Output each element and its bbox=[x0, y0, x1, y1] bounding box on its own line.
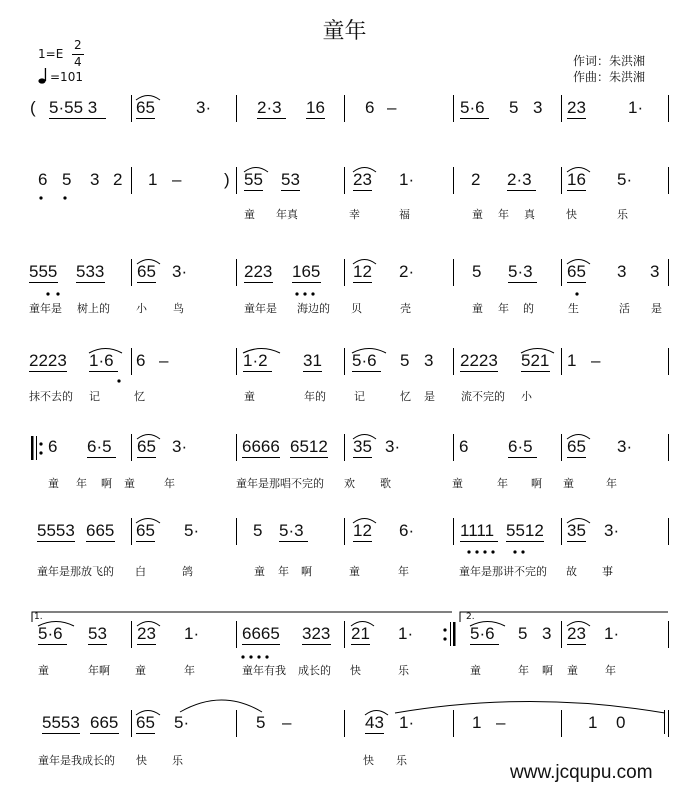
note-group: 65 bbox=[136, 98, 155, 117]
lyric-word: 幸 bbox=[349, 208, 360, 221]
octave-dot bbox=[513, 550, 516, 553]
lyric-word: 快 bbox=[566, 208, 577, 221]
tempo-marking: =101 bbox=[50, 70, 83, 84]
lyric-word: 事 bbox=[602, 565, 613, 578]
octave-dot bbox=[63, 196, 66, 199]
time-signature-top: 2 bbox=[74, 38, 82, 52]
octave-dot bbox=[491, 550, 494, 553]
note-group: 2 bbox=[113, 170, 123, 189]
note-group: 6666 bbox=[242, 437, 280, 456]
lyric-word: 童年有我 bbox=[242, 664, 286, 677]
lyric-word: 鸟 bbox=[173, 302, 184, 315]
lyric-word: 乐 bbox=[398, 664, 409, 677]
note-group: 5 bbox=[472, 262, 482, 281]
note-group: 53 bbox=[88, 624, 107, 643]
note-group: 1· bbox=[184, 624, 200, 643]
lyric-word: 海边的 bbox=[297, 302, 330, 315]
lyric-word: 贝 bbox=[351, 302, 362, 315]
lyric-word: 年 bbox=[278, 565, 289, 578]
note-group: 5·6 bbox=[460, 98, 485, 117]
note-group: 16 bbox=[567, 170, 586, 189]
note-group: 6512 bbox=[290, 437, 328, 456]
note-group: 5·3 bbox=[279, 521, 304, 540]
slur bbox=[353, 260, 376, 265]
note-group: 533 bbox=[76, 262, 105, 281]
lyric-word: 年 bbox=[76, 477, 87, 490]
note-group: 6 bbox=[38, 170, 48, 189]
note-group: 5 bbox=[509, 98, 519, 117]
lyricist: 作词：朱洪湘 bbox=[573, 54, 646, 68]
slur bbox=[136, 96, 160, 101]
note-group: 5 bbox=[62, 170, 72, 189]
note-group: 6 bbox=[136, 351, 146, 370]
lyric-word: 真 bbox=[524, 208, 535, 221]
octave-dot bbox=[257, 655, 260, 658]
note-group: 21 bbox=[351, 624, 370, 643]
note-group: 6· bbox=[399, 521, 415, 540]
note-group: 3 bbox=[424, 351, 434, 370]
lyric-word: 童 bbox=[452, 477, 463, 490]
lyric-word: 快 bbox=[350, 664, 361, 677]
lyric-word: 童 bbox=[244, 208, 255, 221]
note-group: 65 bbox=[136, 713, 155, 732]
note-group: 3 bbox=[617, 262, 627, 281]
note-group: 6 bbox=[48, 437, 58, 456]
lyric-word: 流不完的 bbox=[461, 390, 505, 403]
repeat-end-thick bbox=[453, 622, 456, 646]
slur bbox=[38, 622, 74, 627]
note-group: 5 bbox=[518, 624, 528, 643]
key-signature: 1=E bbox=[38, 47, 64, 61]
lyric-word: 年 bbox=[164, 477, 175, 490]
slur bbox=[136, 519, 160, 524]
slur bbox=[136, 711, 160, 716]
note-group: 5·3 bbox=[508, 262, 533, 281]
lyric-word: 树上的 bbox=[77, 302, 110, 315]
octave-dot bbox=[265, 655, 268, 658]
lyric-word: 鸽 bbox=[182, 565, 193, 578]
lyric-word: 童年是那放飞的 bbox=[37, 565, 114, 578]
note-group: 1· bbox=[399, 170, 415, 189]
lyric-word: 童年是那唱不完的 bbox=[236, 477, 324, 490]
lyric-word: 小 bbox=[136, 302, 147, 315]
note-group: 55 bbox=[244, 170, 263, 189]
lyric-word: 童 bbox=[48, 477, 59, 490]
slur bbox=[567, 519, 590, 524]
note-group: 5512 bbox=[506, 521, 544, 540]
note-group: 5553 bbox=[37, 521, 75, 540]
repeat-dot bbox=[39, 442, 42, 445]
composer: 作曲：朱洪湘 bbox=[573, 70, 646, 84]
note-group: 12 bbox=[353, 262, 372, 281]
lyric-word: 记 bbox=[354, 390, 365, 403]
octave-dot bbox=[249, 655, 252, 658]
note-group: 3 bbox=[533, 98, 543, 117]
lyric-word: 活 bbox=[619, 302, 630, 315]
note-group: 5· bbox=[184, 521, 200, 540]
octave-dot bbox=[117, 379, 120, 382]
note-group: 1 bbox=[588, 713, 598, 732]
note-group: 35 bbox=[567, 521, 586, 540]
note-group: 65 bbox=[567, 262, 586, 281]
note-group: 2·3 bbox=[507, 170, 532, 189]
note-group: 5·6 bbox=[470, 624, 495, 643]
lyric-word: 年 bbox=[606, 477, 617, 490]
lyric-word: 啊 bbox=[101, 477, 112, 490]
lyric-word: 童 bbox=[124, 477, 135, 490]
note-group: 6 bbox=[459, 437, 469, 456]
slur bbox=[567, 435, 590, 440]
tie bbox=[395, 702, 665, 714]
octave-dot bbox=[475, 550, 478, 553]
note-group: 3· bbox=[172, 437, 188, 456]
note-group: 6·5 bbox=[508, 437, 533, 456]
note-group: 35 bbox=[353, 437, 372, 456]
lyric-word: 啊 bbox=[542, 664, 553, 677]
note-group: 5· bbox=[174, 713, 190, 732]
slur bbox=[567, 622, 590, 627]
lyric-word: 福 bbox=[399, 208, 410, 221]
note-group: 5·6 bbox=[352, 351, 377, 370]
octave-dot bbox=[39, 196, 42, 199]
note-group: 5553 bbox=[42, 713, 80, 732]
note-group: 5 bbox=[400, 351, 410, 370]
repeat-start-thin bbox=[36, 436, 37, 460]
lyric-word: 乐 bbox=[396, 754, 407, 767]
note-group: 165 bbox=[292, 262, 321, 281]
repeat-dot bbox=[443, 637, 446, 640]
note-group: 23 bbox=[353, 170, 372, 189]
slur bbox=[567, 168, 590, 173]
note-group: 23 bbox=[567, 98, 586, 117]
lyric-word: 童 bbox=[135, 664, 146, 677]
lyric-word: 童 bbox=[472, 208, 483, 221]
lyric-word: 忆 bbox=[400, 390, 411, 403]
note-group: 6·5 bbox=[87, 437, 112, 456]
lyric-word: 年 bbox=[184, 664, 195, 677]
note-group: 65 bbox=[567, 437, 586, 456]
lyric-word: 是 bbox=[651, 302, 662, 315]
note-group: 3· bbox=[196, 98, 212, 117]
lyric-word: 童 bbox=[567, 664, 578, 677]
lyric-word: 乐 bbox=[172, 754, 183, 767]
note-group: 555 bbox=[29, 262, 58, 281]
note-group: 65 bbox=[136, 521, 155, 540]
note-group: – bbox=[387, 98, 397, 117]
octave-dot bbox=[295, 292, 298, 295]
slur bbox=[353, 168, 376, 173]
note-group: – bbox=[496, 713, 506, 732]
lyric-word: 童 bbox=[349, 565, 360, 578]
note-group: 3· bbox=[385, 437, 401, 456]
slur bbox=[353, 435, 376, 440]
repeat-dot bbox=[39, 451, 42, 454]
note-group: 31 bbox=[303, 351, 322, 370]
time-signature-bottom: 4 bbox=[74, 55, 82, 69]
note-group: 5 bbox=[256, 713, 266, 732]
note-group: 1· bbox=[399, 713, 415, 732]
octave-dot bbox=[521, 550, 524, 553]
note-group: – bbox=[159, 351, 169, 370]
lyric-word: 年 bbox=[398, 565, 409, 578]
lyric-word: 童年是 bbox=[29, 302, 62, 315]
note-group: 5· bbox=[617, 170, 633, 189]
slur bbox=[243, 349, 280, 354]
note-group: 5·6 bbox=[38, 624, 63, 643]
lyric-word: 快 bbox=[363, 754, 374, 767]
note-group: 1· bbox=[398, 624, 414, 643]
octave-dot bbox=[56, 292, 59, 295]
repeat-end-thin bbox=[450, 622, 451, 646]
lyric-word: 年 bbox=[497, 477, 508, 490]
lyric-word: 壳 bbox=[400, 302, 411, 315]
slur bbox=[521, 349, 554, 354]
lyric-word: 忆 bbox=[134, 390, 145, 403]
slur bbox=[567, 260, 590, 265]
lyric-word: 故 bbox=[566, 565, 577, 578]
lyric-word: 欢 bbox=[344, 477, 355, 490]
lyric-word: 年 bbox=[498, 208, 509, 221]
lyric-word: 年 bbox=[518, 664, 529, 677]
volta-2-label: 2. bbox=[466, 612, 475, 622]
lyric-word: 童 bbox=[244, 390, 255, 403]
note-group: 6665 bbox=[242, 624, 280, 643]
lyric-word: 成长的 bbox=[298, 664, 331, 677]
lyric-word: 童年是 bbox=[244, 302, 277, 315]
lyric-word: 童 bbox=[254, 565, 265, 578]
watermark: www.jcqupu.com bbox=[510, 762, 653, 783]
slur bbox=[137, 622, 160, 627]
slur bbox=[470, 622, 505, 627]
volta-1-bracket bbox=[32, 612, 452, 622]
octave-dot bbox=[483, 550, 486, 553]
note-group: 1·6 bbox=[89, 351, 114, 370]
note-group: ( bbox=[30, 98, 36, 117]
slur bbox=[365, 711, 388, 716]
lyric-word: 小 bbox=[521, 390, 532, 403]
note-group: 1·2 bbox=[243, 351, 268, 370]
slur bbox=[137, 435, 160, 440]
note-group: 3· bbox=[604, 521, 620, 540]
note-group: ) bbox=[224, 170, 230, 189]
note-group: 2223 bbox=[460, 351, 498, 370]
note-group: 2 bbox=[471, 170, 481, 189]
note-group: 1· bbox=[628, 98, 644, 117]
note-group: – bbox=[172, 170, 182, 189]
note-group: 3· bbox=[617, 437, 633, 456]
slur bbox=[244, 168, 268, 173]
note-group: 223 bbox=[244, 262, 273, 281]
lyric-word: 童年是那讲不完的 bbox=[459, 565, 547, 578]
note-group: 0 bbox=[616, 713, 626, 732]
note-group: 3 bbox=[90, 170, 100, 189]
note-group: 16 bbox=[306, 98, 325, 117]
lyric-word: 快 bbox=[136, 754, 147, 767]
volta-1-label: 1. bbox=[34, 612, 43, 622]
note-group: 521 bbox=[521, 351, 550, 370]
note-group: 1111 bbox=[460, 521, 495, 540]
note-group: – bbox=[591, 351, 601, 370]
lyric-word: 年的 bbox=[304, 390, 326, 403]
octave-dot bbox=[575, 292, 578, 295]
slur bbox=[351, 622, 374, 627]
lyric-word: 年 bbox=[498, 302, 509, 315]
lyric-word: 是 bbox=[424, 390, 435, 403]
lyric-word: 童年是我成长的 bbox=[38, 754, 115, 767]
final-barline bbox=[664, 710, 665, 734]
note-group: 12 bbox=[353, 521, 372, 540]
lyric-word: 童 bbox=[563, 477, 574, 490]
tie bbox=[180, 700, 262, 712]
note-group: 3· bbox=[172, 262, 188, 281]
note-group: 43 bbox=[365, 713, 384, 732]
repeat-dot bbox=[443, 628, 446, 631]
lyric-word: 啊 bbox=[301, 565, 312, 578]
note-group: 323 bbox=[302, 624, 331, 643]
octave-dot bbox=[303, 292, 306, 295]
note-group: 5 bbox=[253, 521, 263, 540]
page-title: 童年 bbox=[322, 19, 367, 44]
note-group: 1 bbox=[472, 713, 482, 732]
lyric-word: 啊 bbox=[531, 477, 542, 490]
lyric-word: 年真 bbox=[276, 208, 298, 221]
note-group: 1· bbox=[604, 624, 620, 643]
note-group: – bbox=[282, 713, 292, 732]
note-group: 665 bbox=[90, 713, 119, 732]
slur bbox=[137, 260, 160, 265]
lyric-word: 童 bbox=[472, 302, 483, 315]
octave-dot bbox=[46, 292, 49, 295]
octave-dot bbox=[241, 655, 244, 658]
note-group: 65 bbox=[137, 262, 156, 281]
lyric-word: 记 bbox=[89, 390, 100, 403]
note-group: 1 bbox=[148, 170, 158, 189]
lyric-word: 年 bbox=[605, 664, 616, 677]
note-group: 1 bbox=[567, 351, 577, 370]
slur bbox=[352, 349, 386, 354]
repeat-start-thick bbox=[31, 436, 34, 460]
volta-2-bracket bbox=[460, 612, 668, 622]
note-group: 23 bbox=[137, 624, 156, 643]
octave-dot bbox=[311, 292, 314, 295]
note-group: 2223 bbox=[29, 351, 67, 370]
note-group: 65 bbox=[137, 437, 156, 456]
lyric-word: 乐 bbox=[617, 208, 628, 221]
lyric-word: 童 bbox=[470, 664, 481, 677]
note-group: 23 bbox=[567, 624, 586, 643]
note-group: 6 bbox=[365, 98, 375, 117]
slur bbox=[89, 349, 122, 354]
note-group: 53 bbox=[281, 170, 300, 189]
lyric-word: 抹不去的 bbox=[29, 390, 73, 403]
lyric-word: 生 bbox=[568, 302, 579, 315]
lyric-word: 童 bbox=[38, 664, 49, 677]
note-group: 3 bbox=[542, 624, 552, 643]
lyric-word: 歌 bbox=[380, 477, 391, 490]
note-group: 665 bbox=[86, 521, 115, 540]
note-group: 2·3 bbox=[257, 98, 282, 117]
lyric-word: 年啊 bbox=[88, 664, 110, 677]
lyric-word: 的 bbox=[523, 302, 534, 315]
note-group: 3 bbox=[650, 262, 660, 281]
note-group: 2· bbox=[399, 262, 415, 281]
slur bbox=[353, 519, 376, 524]
note-group: 5·55 3 bbox=[49, 98, 98, 117]
octave-dot bbox=[467, 550, 470, 553]
lyric-word: 白 bbox=[135, 565, 146, 578]
